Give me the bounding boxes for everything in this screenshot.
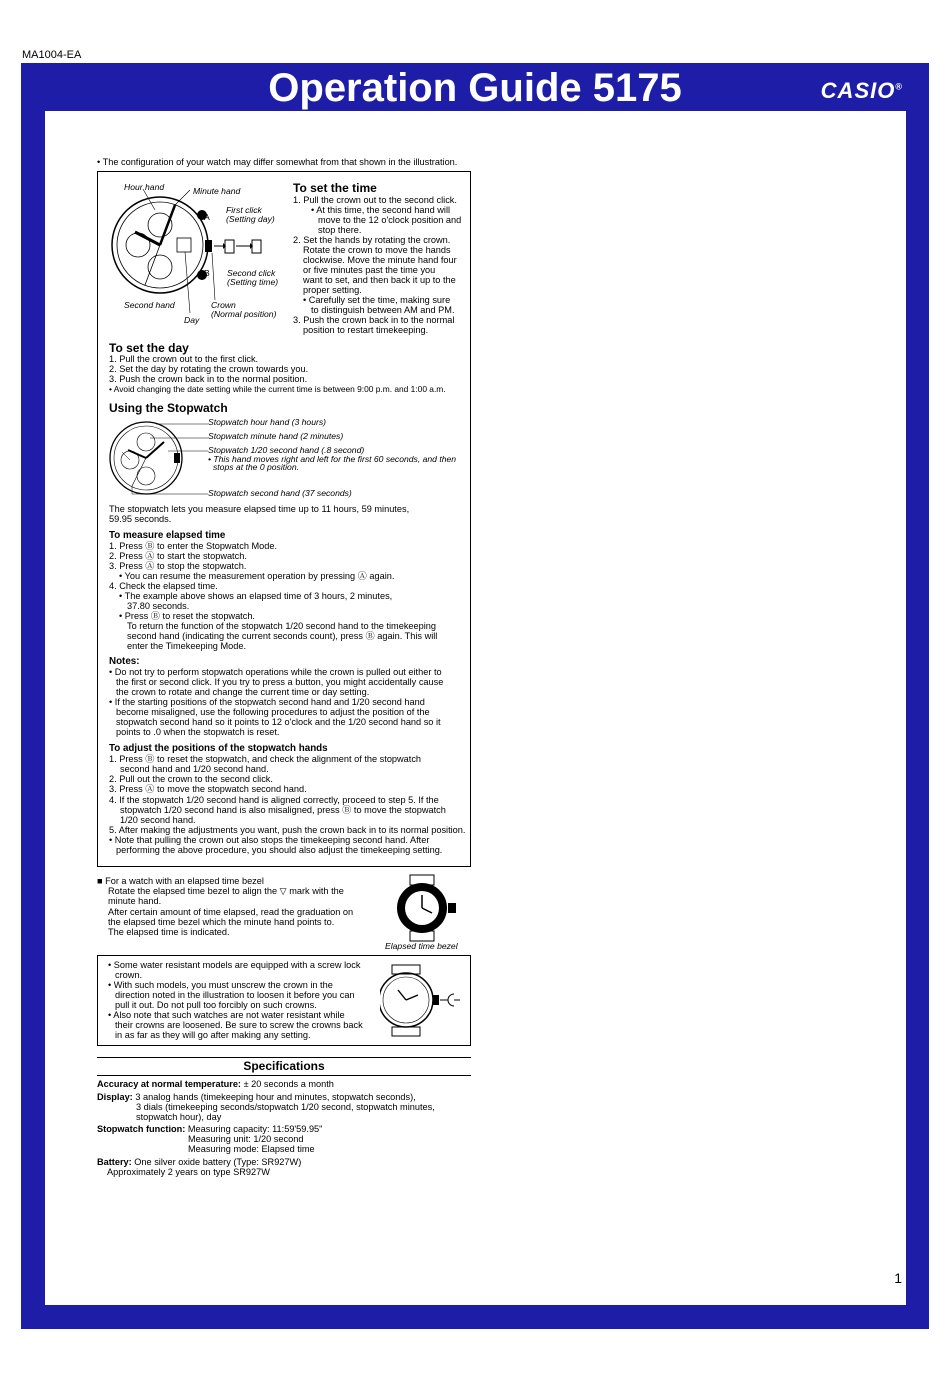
set-time-step: • At this time, the second hand will [311,205,451,215]
sw-minute-hand-label: Stopwatch minute hand (2 minutes) [208,431,344,441]
crown-label: Crown [211,300,236,310]
day-label: Day [184,315,200,325]
set-time-step: to distinguish between AM and PM. [311,305,455,315]
screw-line: • Some water resistant models are equipped with a screw lock [108,960,361,970]
spec-display-line: stopwatch hour), day [136,1112,222,1122]
measure-step: 2. Press Ⓐ to start the stopwatch. [109,551,247,561]
notes-heading: Notes: [109,656,140,667]
set-time-step: want to set, and then back it up to the [303,275,456,285]
measure-step: 4. Check the elapsed time. [109,581,218,591]
adjust-step: 5. After making the adjustments you want, push the crown back in to its normal position. [109,825,466,835]
measure-step: To return the function of the stopwatch 1/20 second hand to the timekeeping [127,621,437,631]
measure-step: 37.80 seconds. [127,601,190,611]
measure-step: enter the Timekeeping Mode. [127,641,246,651]
bezel-line: The elapsed time is indicated. [108,927,230,937]
measure-step: • The example above shows an elapsed time of 3 hours, 2 minutes, [119,591,393,601]
bezel-line: ■ For a watch with an elapsed time bezel [97,876,264,886]
adjust-step: stopwatch 1/20 second hand is also misaligned, press Ⓑ to move the stopwatch [120,805,446,815]
button-b-label: B [204,268,210,278]
first-click-label: First click [226,205,262,215]
set-day-note: • Avoid changing the date setting while the current time is between 9:00 p.m. and 1:00 a.m. [109,384,446,394]
sw-twentieth-note: • This hand moves right and left for the first 60 seconds, and then [208,454,457,464]
adjust-step: 1/20 second hand. [120,815,196,825]
set-time-step: clockwise. Move the minute hand four [303,255,457,265]
measure-step: • Press Ⓑ to reset the stopwatch. [119,611,255,621]
second-click-label: Second click [227,268,276,278]
sw-hour-hand-label: Stopwatch hour hand (3 hours) [208,417,326,427]
adjust-step: performing the above procedure, you should also adjust the timekeeping setting. [116,845,443,855]
screw-line: their crowns are loosened. Be sure to screw the crowns back [115,1020,363,1030]
config-note: • The configuration of your watch may differ somewhat from that shown in the illustration. [97,157,458,167]
hour-hand-label: Hour hand [124,182,165,192]
spec-rule-top [97,1057,471,1058]
set-time-step: stop there. [318,225,362,235]
set-day-step: 2. Set the day by rotating the crown towards you. [109,364,309,374]
notes-line: become misaligned, use the following procedures to adjust the position of the [116,707,430,717]
spec-display-line: 3 dials (timekeeping seconds/stopwatch 1/20 second, stopwatch minutes, [136,1102,435,1112]
button-a-label: A [204,212,210,222]
bezel-line: the elapsed time bezel which the minute hand points to. [108,917,335,927]
sw-second-hand-label: Stopwatch second hand (37 seconds) [208,488,352,498]
stopwatch-intro: 59.95 seconds. [109,514,172,524]
spec-accuracy: Accuracy at normal temperature: ± 20 seconds a month [97,1079,334,1089]
adjust-step: • Note that pulling the crown out also stops the timekeeping second hand. After [109,835,430,845]
notes-line: the crown to rotate and change the current time or day setting. [116,687,370,697]
bezel-line: Rotate the elapsed time bezel to align the ▽ mark with the [108,886,344,896]
notes-line: • Do not try to perform stopwatch operations while the crown is pulled out either to [109,667,442,677]
bezel-caption: Elapsed time bezel [385,941,458,951]
crown-sub-label: (Normal position) [211,309,277,319]
spec-stopwatch-line: Measuring unit: 1/20 second [188,1134,304,1144]
set-day-step: 3. Push the crown back in to the normal position. [109,374,308,384]
screw-line: • Also note that such watches are not water resistant while [108,1010,345,1020]
spec-display: Display: 3 analog hands (timekeeping hour and minutes, stopwatch seconds), [97,1092,416,1102]
spec-stopwatch-line: Measuring mode: Elapsed time [188,1144,315,1154]
measure-step: • You can resume the measurement operation by pressing Ⓐ again. [119,571,395,581]
adjust-step: 2. Pull out the crown to the second click. [109,774,273,784]
sw-twentieth-hand-label: Stopwatch 1/20 second hand (.8 second) [208,445,365,455]
set-time-step: position to restart timekeeping. [303,325,429,335]
spec-rule-bottom [97,1075,471,1076]
sw-twentieth-note: stops at the 0 position. [213,462,299,472]
adjust-step: 4. If the stopwatch 1/20 second hand is aligned correctly, proceed to step 5. If the [109,795,439,805]
screw-line: pull it out. Do not pull too forcibly on such crowns. [115,1000,317,1010]
second-hand-label: Second hand [124,300,175,310]
set-day-heading: To set the day [109,341,189,355]
spec-stopwatch: Stopwatch function: Measuring capacity: 11:59'59.95" [97,1124,323,1134]
set-time-heading: To set the time [293,181,377,195]
stopwatch-illustration-icon [108,420,208,500]
screw-line: crown. [115,970,143,980]
adjust-step: 3. Press Ⓐ to move the stopwatch second hand. [109,784,307,794]
notes-line: stopwatch second hand so it points to 12 o'clock and the 1/20 second hand so it [116,717,441,727]
document-code: MA1004-EA [22,49,82,61]
spec-battery: Battery: One silver oxide battery (Type: SR927W) [97,1157,302,1167]
specifications-heading: Specifications [243,1059,325,1073]
first-click-sub-label: (Setting day) [226,214,275,224]
set-time-step: move to the 12 o'clock position and [318,215,462,225]
adjust-heading: To adjust the positions of the stopwatch hands [109,743,328,754]
set-time-step: Rotate the crown to move the hands [303,245,451,255]
set-time-step: proper setting. [303,285,362,295]
measure-step: 1. Press Ⓑ to enter the Stopwatch Mode. [109,541,278,551]
set-time-step: 2. Set the hands by rotating the crown. [293,235,451,245]
screw-line: in as far as they will go after making any setting. [115,1030,311,1040]
page-number: 1 [894,1270,902,1286]
screw-line: direction noted in the illustration to loosen it before you can [115,990,355,1000]
set-time-step: 3. Push the crown back in to the normal [293,315,455,325]
measure-step: 3. Press Ⓐ to stop the stopwatch. [109,561,247,571]
page-title: Operation Guide 5175 [268,66,682,110]
bezel-watch-icon [392,873,462,943]
spec-battery-line: Approximately 2 years on type SR927W [107,1167,270,1177]
measure-step: second hand (indicating the current seconds count), press Ⓑ again. This will [127,631,438,641]
casio-logo: CASIO® [820,78,903,103]
adjust-step: second hand and 1/20 second hand. [120,764,269,774]
set-time-step: 1. Pull the crown out to the second click. [293,195,457,205]
second-click-sub-label: (Setting time) [227,277,279,287]
adjust-step: 1. Press Ⓑ to reset the stopwatch, and check the alignment of the stopwatch [109,754,422,764]
notes-line: • If the starting positions of the stopwatch second hand and 1/20 second hand [109,697,425,707]
notes-line: the first or second click. If you try to press a button, you might accidentally cause [116,677,444,687]
measure-heading: To measure elapsed time [109,530,226,541]
minute-hand-label: Minute hand [193,186,241,196]
screw-line: • With such models, you must unscrew the crown in the [108,980,333,990]
stopwatch-heading: Using the Stopwatch [109,401,228,415]
stopwatch-intro: The stopwatch lets you measure elapsed time up to 11 hours, 59 minutes, [109,504,410,514]
screw-lock-watch-icon [380,963,465,1038]
set-time-step: or five minutes past the time you [303,265,436,275]
set-time-step: • Carefully set the time, making sure [303,295,451,305]
bezel-line: After certain amount of time elapsed, read the graduation on [108,907,354,917]
set-day-step: 1. Pull the crown out to the first click. [109,354,259,364]
bezel-line: minute hand. [108,896,162,906]
notes-line: points to .0 when the stopwatch is reset. [116,727,280,737]
